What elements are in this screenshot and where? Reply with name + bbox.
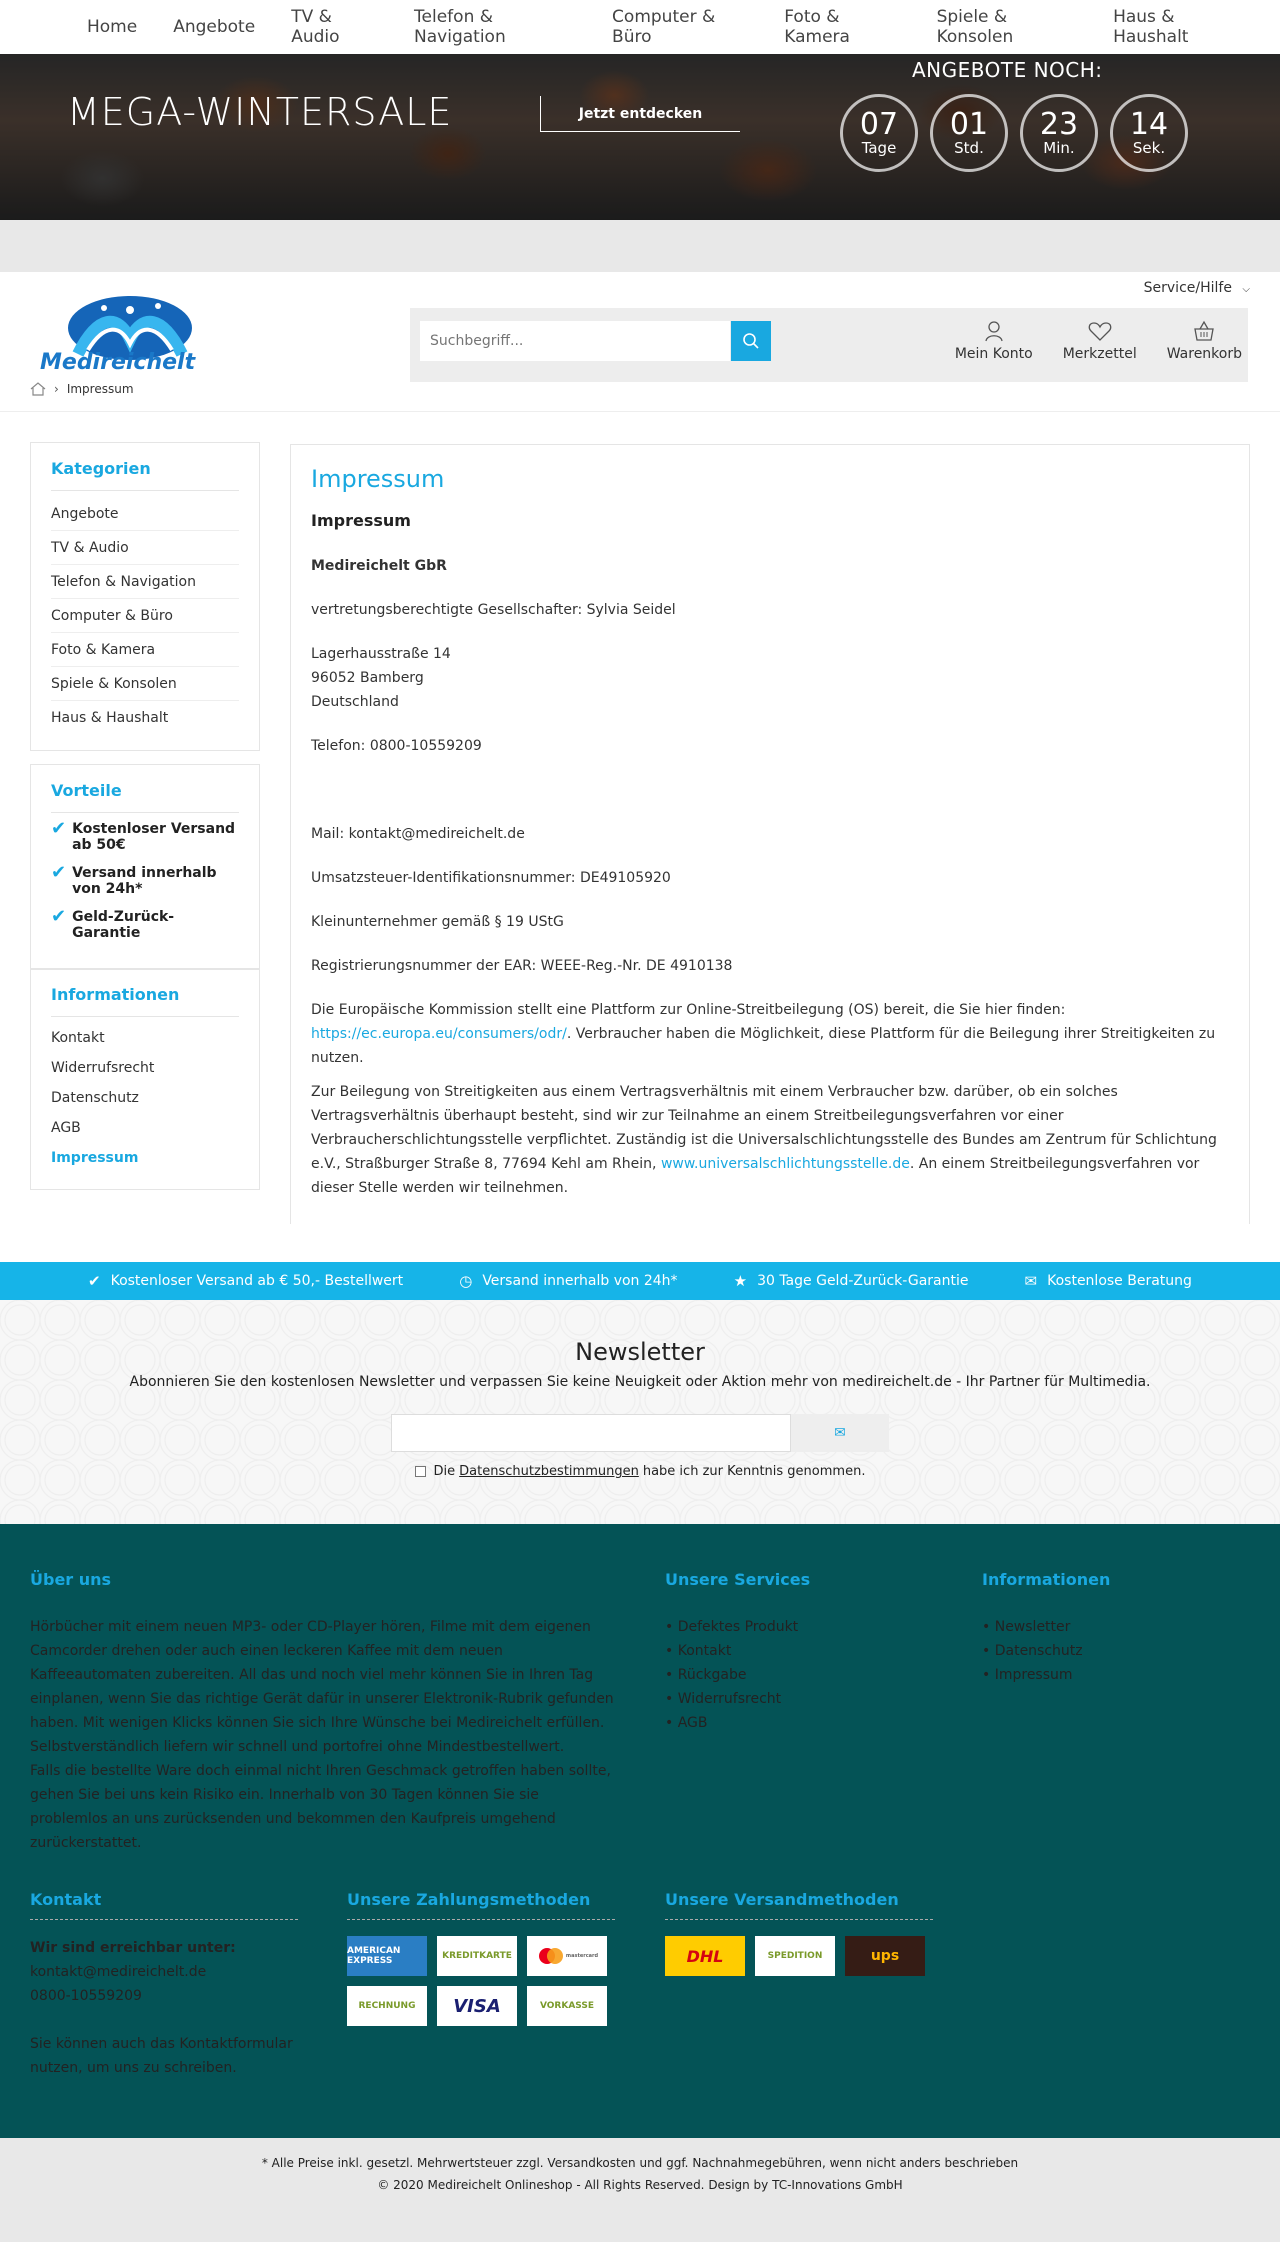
banner-title: MEGA-WINTERSALE [67,90,453,134]
invoice-logo: RECHNUNG [347,1986,427,2026]
shop-header [0,272,1280,412]
impressum-content [290,444,1250,1224]
ups-logo: ups [845,1936,925,1976]
service-label: Service/Hilfe [1143,280,1232,296]
countdown-number: 14 [1129,107,1169,142]
usp-text: Kostenloser Versand ab € 50,- Bestellwert [110,1273,404,1289]
search-panel [410,308,1248,382]
info-link-widerrufsrecht[interactable]: Widerrufsrecht [51,1060,155,1076]
divider [665,1919,933,1920]
advantage-text: Kostenloser Versand ab 50€ [72,821,236,853]
mail: Mail: kontakt@medireichelt.de [311,826,525,842]
usp-text: Kostenlose Beratung [1047,1273,1192,1289]
copyright: © 2020 Medireichelt Onlineshop - All Rights Reserved. Design by TC-Innovations GmbH [377,2178,903,2192]
search-icon [742,332,760,350]
countdown-unit: Tage [861,139,897,157]
newsletter-email-input[interactable] [391,1414,791,1452]
thumbs-up-icon: ★ [733,1272,748,1290]
sidebar-category[interactable]: Haus & Haushalt [51,710,169,726]
heart-icon [1088,320,1112,342]
freight-logo: SPEDITION [755,1936,835,1976]
footer-information [982,1570,1242,1687]
privacy-consent [0,1464,1280,1479]
privacy-link[interactable]: Datenschutzbestimmungen [459,1464,639,1479]
usp-item [88,1272,403,1290]
company-name: Medireichelt GbR [311,558,447,574]
footer-payment [347,1890,615,2026]
logo-text: Medireichelt [40,350,196,375]
countdown-hours [930,94,1008,172]
account-items [925,320,1242,362]
countdown-seconds [1110,94,1188,172]
basket-icon [1193,320,1215,342]
sidebar-category[interactable]: Angebote [51,497,239,531]
service-link[interactable]: • AGB [665,1711,925,1735]
countdown [840,94,1194,172]
page-title: Impressum [311,465,445,493]
about-title: Über uns [30,1570,112,1589]
advantages-title: Vorteile [51,781,239,813]
chevron-right-icon: › [54,382,59,396]
payment-title: Unsere Zahlungsmethoden [347,1890,591,1909]
os-paragraph [311,998,1229,1070]
categories-title: Kategorien [51,459,239,491]
checkmark-icon: ✔ [51,818,67,839]
contact-phone[interactable]: 0800-10559209 [30,1988,142,2004]
sidebar-category[interactable]: Foto & Kamera [51,633,239,667]
dispute-link[interactable]: www.universalschlichtungsstelle.de [660,1156,910,1172]
top-navigation [0,0,1280,54]
address-country: Deutschland [311,694,399,710]
nav-computer-buero[interactable]: Computer & Büro [612,7,716,47]
address [311,642,1229,714]
user-icon [983,320,1005,342]
os-text-2: . Verbraucher haben die Möglichkeit, diese Plattform für die Beilegung ihrer Streitigkeiten zu nutzen. [311,1026,1216,1066]
service-link[interactable]: • Kontakt [665,1639,925,1663]
payment-methods [347,1936,615,2026]
os-platform-link[interactable]: https://ec.europa.eu/consumers/odr/ [311,1026,567,1042]
envelope-icon: ✉ [1024,1272,1038,1290]
usp-item [459,1272,677,1290]
usp-text: Versand innerhalb von 24h* [482,1273,678,1289]
sidebar-category[interactable]: TV & Audio [51,531,239,565]
footer-info-title: Informationen [982,1570,1111,1589]
divider [30,1919,298,1920]
mastercard-logo [527,1936,607,1976]
advantages-box [30,764,260,970]
service-link[interactable]: • Widerrufsrecht [665,1687,925,1711]
countdown-unit: Min. [1043,139,1075,157]
checkmark-icon: ✔ [51,906,67,927]
information-title: Informationen [51,985,239,1017]
cart-label: Warenkorb [1166,346,1242,362]
prepayment-logo: VORKASSE [527,1986,607,2026]
nav-home[interactable]: Home [87,17,138,37]
advantage-text: Versand innerhalb von 24h* [72,865,217,897]
creditcard-logo: KREDITKARTE [437,1936,517,1976]
address-street: Lagerhausstraße 14 [311,646,451,662]
service-help-dropdown[interactable] [1144,280,1250,296]
info-link-impressum[interactable]: Impressum [51,1150,139,1166]
checkmark-icon: ✔ [88,1272,101,1290]
newsletter-section [0,1300,1280,1524]
shipping-methods [665,1936,933,1976]
newsletter-text: Abonnieren Sie den kostenlosen Newsletter und verpassen Sie keine Neuigkeit oder Aktion mehr von medireichelt.de - Ihr Partner für Multimedia. [129,1374,1151,1390]
services-title: Unsere Services [665,1570,811,1589]
advantage-item [51,906,239,941]
info-link-agb[interactable]: AGB [51,1120,81,1136]
clock-icon: ◷ [459,1272,473,1290]
advantage-text: Geld-Zurück-Garantie [72,909,175,941]
account-label: Mein Konto [954,346,1033,362]
contact-mail[interactable]: kontakt@medireichelt.de [30,1964,207,1980]
contact-title: Kontakt [30,1890,102,1909]
consent-text-post: habe ich zur Kenntnis genommen. [642,1464,866,1479]
privacy-checkbox[interactable] [415,1466,426,1477]
breadcrumb-current[interactable]: Impressum [66,382,134,396]
footer-about [30,1570,615,1855]
banner-cta-button[interactable]: Jetzt entdecken [540,96,740,132]
legal-bottom-bar [0,2138,1280,2242]
nav-angebote[interactable]: Angebote [173,17,256,37]
address-city: 96052 Bamberg [311,670,424,686]
nav-haus-haushalt[interactable]: Haus & Haushalt [1113,7,1189,47]
countdown-number: 01 [949,107,989,142]
wishlist-label: Merkzettel [1062,346,1137,362]
consent-text-pre: Die [433,1464,456,1479]
dhl-logo: DHL [665,1936,745,1976]
visa-logo: VISA [437,1986,517,2026]
amex-logo: AMERICAN EXPRESS [347,1936,427,1976]
countdown-unit: Sek. [1132,139,1166,157]
sidebar-category[interactable]: Spiele & Konsolen [51,667,239,701]
search-input[interactable] [420,321,730,361]
advantage-item [51,862,239,897]
account-button[interactable] [955,320,1033,362]
price-note: * Alle Preise inkl. gesetzl. Mehrwertsteuer zzgl. Versandkosten und ggf. Nachnahmegebühren, wenn nicht anders beschrieben [261,2156,1019,2170]
main-area [0,412,1280,1262]
dispute-text-2: . An einem Streitbeilegungsverfahren vor dieser Stelle werden wir teilnehmen. [311,1156,1200,1196]
newsletter-submit-button[interactable] [791,1414,889,1452]
countdown-number: 07 [859,107,899,142]
small-business-note: Kleinunternehmer gemäß § 19 UStG [311,914,564,930]
usp-bar [0,1262,1280,1300]
about-text: Hörbücher mit einem neuen MP3- oder CD-Player hören, Filme mit dem eigenen Camcorder drehen oder auch einen leckeren Kaffee mit dem neuen Kaffeeautomaten zubereiten. All das und noch viel mehr können Sie in Ihren Tag einplanen, wenn Sie das richtige Gerät dafür in unserer Elektronik-Rubrik gefunden haben. Mit wenigen Klicks können Sie sich Ihre Wünsche bei Medireichelt erfüllen. Selbstverständlich liefern wir schnell und portofrei ohne Mindestbestellwert. [30,1619,614,1755]
countdown-number: 23 [1039,107,1079,142]
nav-spiele-konsolen[interactable]: Spiele & Konsolen [936,7,1014,47]
dispute-text-1: Zur Beilegung von Streitigkeiten aus einem Vertragsverhältnis mit einem Verbraucher bzw. darüber, ob ein solches Vertragsverhältnis überhaupt besteht, sind wir zur Teilnahme an einem Streitbeilegungsverfahren vor einer Verbraucherschlichtungsstelle verpflichtet. Zuständig ist die Universalschlichtungsstelle des Bundes am Zentrum für Schlichtung e.V., Straßburger Straße 8, 77694 Kehl am Rhein, [311,1084,1217,1172]
footer [0,1524,1280,2138]
wishlist-button[interactable] [1063,320,1137,362]
usp-text: 30 Tage Geld-Zurück-Garantie [757,1273,969,1289]
newsletter-title: Newsletter [575,1338,705,1366]
info-link-kontakt[interactable]: Kontakt [51,1030,105,1046]
usp-item [734,1272,969,1290]
ear-registration: Registrierungsnummer der EAR: WEEE-Reg.-Nr. DE 4910138 [311,958,733,974]
footer-info-link[interactable]: • Newsletter [982,1615,1242,1639]
spacer-bar [0,220,1280,272]
service-link[interactable]: • Rückgabe [665,1663,925,1687]
search-button[interactable] [731,321,771,361]
sidebar-category[interactable]: Computer & Büro [51,599,239,633]
countdown-minutes [1020,94,1098,172]
about-text-2: Falls die bestellte Ware doch einmal nicht Ihren Geschmack getroffen haben sollte, gehen Sie bei uns kein Risiko ein. Innerhalb von 30 Tagen können Sie sie problemlos an uns zurücksenden und bekommen den Kaufpreis umgehend zurückerstattet. [30,1763,611,1851]
breadcrumb [30,382,134,396]
content-subtitle: Impressum [311,511,411,530]
footer-info-list [982,1615,1242,1687]
footer-shipping [665,1890,933,1976]
contact-text: Sie können auch das Kontaktformular nutzen, um uns zu schreiben. [30,2036,293,2076]
chevron-down-icon: ⌵ [1242,284,1250,295]
newsletter-form [0,1414,1280,1452]
vat-id: Umsatzsteuer-Identifikationsnummer: DE49105920 [311,870,671,886]
footer-info-link[interactable]: • Impressum [982,1663,1242,1687]
service-link[interactable]: • Defektes Produkt [665,1615,925,1639]
advantage-item [51,818,239,853]
sidebar-category[interactable]: Telefon & Navigation [51,565,239,599]
info-link-datenschutz[interactable]: Datenschutz [51,1090,139,1106]
footer-contact [30,1890,298,2080]
divider [347,1919,615,1920]
cart-button[interactable] [1167,320,1242,362]
phone: Telefon: 0800-10559209 [311,738,482,754]
representative: vertretungsberechtigte Gesellschafter: Sylvia Seidel [311,602,676,618]
nav-telefon-navigation[interactable]: Telefon & Navigation [414,7,506,47]
footer-info-link[interactable]: • Datenschutz [982,1639,1242,1663]
paper-plane-icon: ✉ [834,1425,846,1441]
countdown-unit: Std. [954,139,984,157]
services-list [665,1615,925,1735]
os-text-1: Die Europäische Kommission stellt eine Plattform zur Online-Streitbeilegung (OS) bereit, die Sie hier finden: [311,1002,1066,1018]
dispute-paragraph [311,1080,1229,1200]
shop-logo[interactable] [38,294,252,380]
mastercard-text: mastercard [565,1953,599,1959]
home-icon[interactable] [30,382,46,396]
nav-tv-audio[interactable]: TV & Audio [291,7,340,47]
footer-services [665,1570,925,1735]
contact-reach: Wir sind erreichbar unter: [30,1940,236,1956]
nav-foto-kamera[interactable]: Foto & Kamera [784,7,850,47]
shipping-title: Unsere Versandmethoden [665,1890,899,1909]
usp-item [1025,1272,1192,1290]
countdown-days [840,94,918,172]
countdown-label: ANGEBOTE NOCH: [912,58,1103,82]
information-box [30,968,260,1190]
checkmark-icon: ✔ [51,862,67,883]
mastercard-icon [536,1946,566,1966]
promo-banner[interactable] [0,54,1280,220]
categories-box [30,442,260,751]
